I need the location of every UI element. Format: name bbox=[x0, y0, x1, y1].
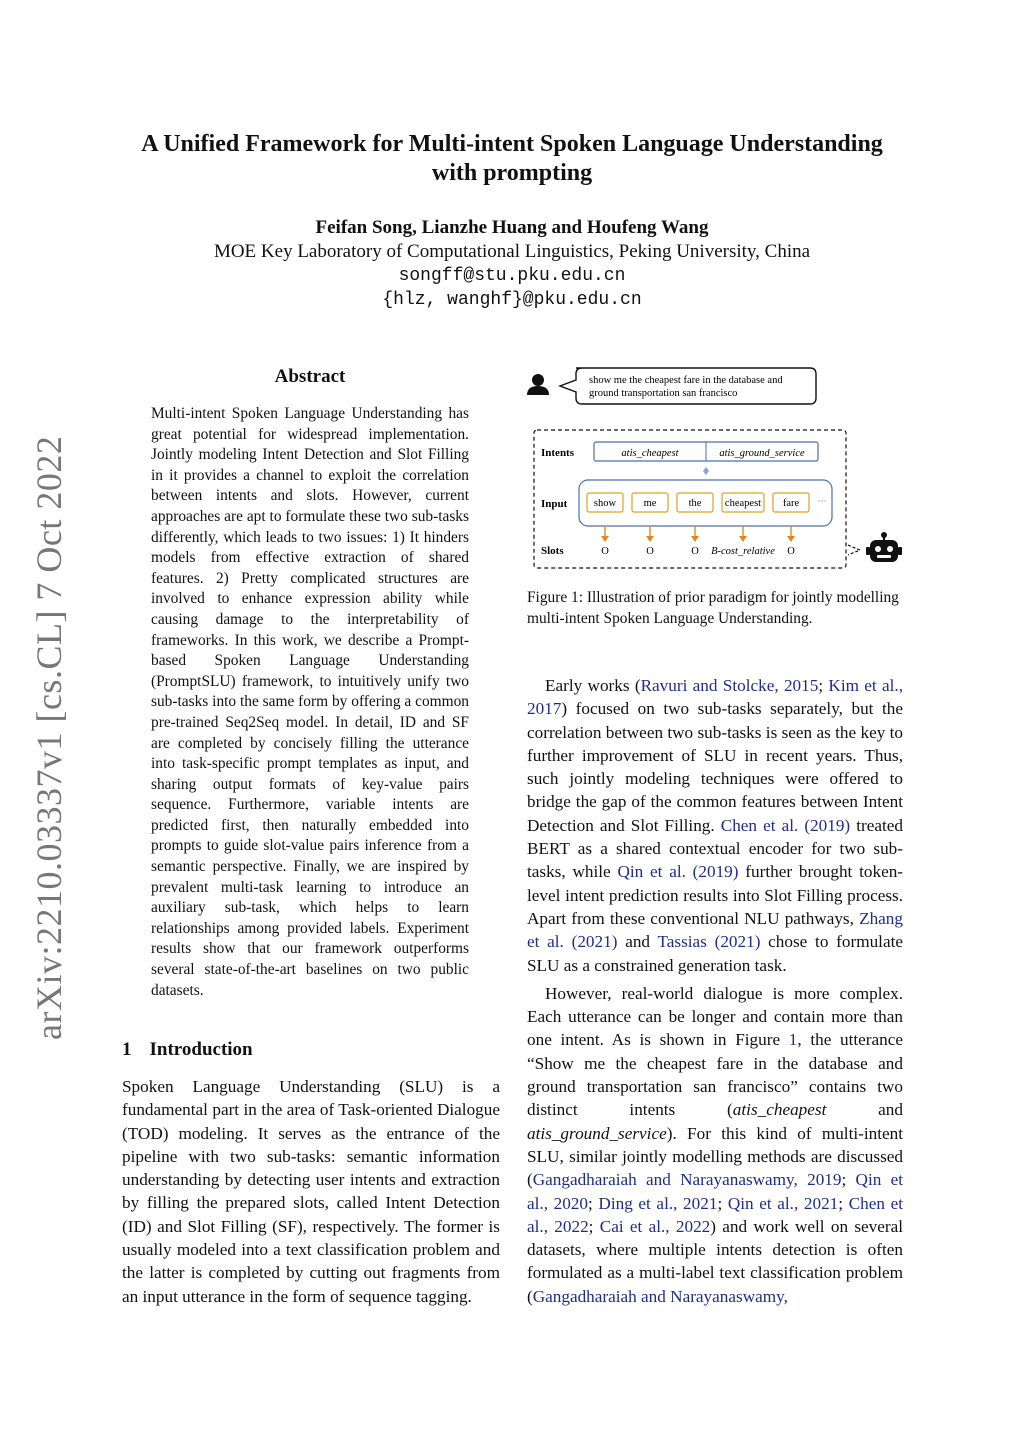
slot-arrows bbox=[601, 526, 795, 542]
text-run: However, real-world dialogue is more complex. Each utterance can be longer and contain more than one intent. As is shown in Figure bbox=[527, 983, 903, 1050]
citation-link[interactable]: Gangadharaiah and Narayanaswamy, 2019 bbox=[532, 1170, 842, 1190]
abstract-heading: Abstract bbox=[274, 366, 346, 387]
citation-link[interactable]: Chen et al. (2019) bbox=[720, 815, 851, 835]
intent-1: atis_cheapest bbox=[621, 448, 679, 459]
citation-link[interactable]: Zhang et al. (2021) bbox=[527, 908, 903, 952]
token-label: cheapest bbox=[724, 498, 762, 509]
slot-tag: O bbox=[646, 546, 654, 557]
text-run: , the utterance “Show me the cheapest fare in the database and ground transportation san francisco” contains two distinct intents ( bbox=[527, 1030, 903, 1120]
title-line-2: with prompting bbox=[431, 160, 593, 186]
slot-tag: O bbox=[601, 546, 609, 557]
citation-link[interactable]: Qin et al., 2020 bbox=[527, 1170, 904, 1213]
token-label: fare bbox=[782, 498, 800, 509]
text-run: further brought token-level intent prediction results into Slot Filling process. Apart from these conventional NLU pathways, bbox=[527, 862, 904, 928]
text-run: ; bbox=[841, 1170, 856, 1190]
citation-link[interactable]: Ding et al., 2021 bbox=[598, 1193, 718, 1213]
text-run: ; bbox=[717, 1193, 728, 1213]
arxiv-stamp: arXiv:2210.03337v1 [cs.CL] 7 Oct 2022 bbox=[29, 435, 69, 1040]
token-fare bbox=[773, 493, 809, 512]
text-run: treated BERT as a shared contextual encoder for two sub-tasks, while bbox=[527, 815, 903, 882]
email-1[interactable]: songff@stu.pku.edu.cn bbox=[398, 266, 626, 286]
token-ellipsis: ··· bbox=[817, 496, 827, 506]
paragraph-early-works bbox=[527, 674, 903, 977]
intent-connector bbox=[703, 467, 709, 475]
slot-tag: O bbox=[787, 546, 795, 557]
utterance-line-2: ground transportation san francisco bbox=[589, 388, 738, 399]
utterance-line-1: show me the cheapest fare in the database and bbox=[589, 375, 783, 386]
intro-paragraph: Spoken Language Understanding (SLU) is a fundamental part in the area of Task-oriented Dialogue (TOD) modeling. It serves as the entrance of the pipeline with two sub-tasks: semantic information understanding by detecting user intents and extraction by filling the prepared slots, called Intent Detection (ID) and Slot Filling (SF), respectively. The former is usually modeled into a text classification problem and the latter is completed by cutting out fragments from an input utterance in the form of sequence tagging. bbox=[122, 1077, 500, 1306]
text-run: and bbox=[617, 932, 658, 952]
token-label: me bbox=[643, 498, 657, 509]
affiliation: MOE Key Laboratory of Computational Linguistics, Peking University, China bbox=[213, 241, 811, 262]
right-column bbox=[527, 674, 903, 1313]
slot-tag: O bbox=[691, 546, 699, 557]
citation-link[interactable]: Qin et al. (2019) bbox=[617, 862, 739, 882]
section-heading bbox=[122, 1039, 271, 1061]
token-label: show bbox=[593, 498, 617, 509]
token-cheapest bbox=[722, 493, 764, 512]
title-line-1: A Unified Framework for Multi-intent Spoken Language Understanding bbox=[141, 131, 883, 157]
intent-2: atis_ground_service bbox=[719, 448, 805, 459]
text-run: ) focused on two sub-tasks separately, but the correlation between two sub-tasks is seen as the key to further improvement of SLU in recent years. Thus, such jointly modeling techniques were offered to bridge the gap of the common features between Intent Detection and Slot Filling. bbox=[527, 699, 903, 835]
figure-1 bbox=[524, 362, 914, 582]
figure-ref-link[interactable]: 1 bbox=[788, 1030, 798, 1050]
intent-name: atis_ground_service bbox=[527, 1123, 667, 1143]
text-run: chose to formulate SLU as a constrained generation task. bbox=[527, 932, 903, 975]
text-run: ) and work well on several datasets, where multiple intents detection is often formulated as a multi-label text classification problem ( bbox=[527, 1216, 904, 1306]
intro-column bbox=[122, 1075, 500, 1308]
model-arrow bbox=[848, 545, 860, 555]
row-label-input: Input bbox=[541, 498, 568, 510]
token-me bbox=[632, 493, 668, 512]
paragraph-multi-intent bbox=[527, 982, 903, 1308]
abstract-text: Multi-intent Spoken Language Understanding has great potential for widespread implementation. Jointly modeling Intent Detection and Slot Filling in it provides a channel to exploit the correlation between intents and slots. However, current approaches are apt to formulate these two sub-tasks differently, which leads to two issues: 1) It hinders models from effective extraction of shared features. 2) Pretty complicated structures are involved to enhance expression ability while causing damage to the interpretability of frameworks. In this work, we describe a Prompt-based Spoken Language Understanding (PromptSLU) framework, to intuitively unify two sub-tasks into the same form by offering a common pre-trained Seq2Seq model. In detail, ID and SF are completed by concisely filling the utterance into task-specific prompt templates as input, and sharing output formats of key-value pairs sequence. Furthermore, variable intents are predicted first, then naturally embedded into prompts to guide slot-value pairs inference from a semantic perspective. Finally, we are inspired by prevalent multi-task learning to introduce an auxiliary sub-task, which helps to learn relationships among provided labels. Experiment results show that our framework outperforms several state-of-the-art baselines on two public datasets. bbox=[151, 405, 469, 999]
authors: Feifan Song, Lianzhe Huang and Houfeng Wang bbox=[315, 217, 709, 238]
email-2[interactable]: {hlz, wanghf}@pku.edu.cn bbox=[382, 290, 642, 310]
text-run: ; bbox=[818, 676, 829, 695]
citation-link[interactable]: Cai et al., 2022 bbox=[599, 1216, 711, 1236]
citation-link[interactable]: Ravuri and Stolcke, 2015 bbox=[640, 676, 819, 695]
text-run: and bbox=[826, 1100, 903, 1120]
text-run: ; bbox=[838, 1193, 849, 1213]
section-number: 1 bbox=[122, 1039, 132, 1060]
intent-name: atis_cheapest bbox=[732, 1100, 827, 1120]
section-title: Introduction bbox=[149, 1039, 253, 1060]
token-label: the bbox=[688, 498, 702, 509]
figure-caption: Figure 1: Illustration of prior paradigm for jointly modelling multi-intent Spoken Language Understanding. bbox=[527, 589, 899, 627]
text-run: ). For this kind of multi-intent SLU, similar jointly modelling methods are discussed ( bbox=[527, 1123, 903, 1190]
citation-link[interactable]: Qin et al., 2021 bbox=[727, 1193, 839, 1213]
token-the bbox=[677, 493, 713, 512]
citation-link[interactable]: Kim et al., 2017 bbox=[527, 676, 903, 719]
slot-tag: B-cost_relative bbox=[711, 546, 775, 557]
row-label-slots: Slots bbox=[541, 545, 564, 557]
text-run: ; bbox=[588, 1193, 599, 1213]
citation-link[interactable]: Gangadharaiah and Narayanaswamy, bbox=[532, 1286, 788, 1306]
text-run: Early works ( bbox=[545, 676, 641, 695]
row-label-intents: Intents bbox=[541, 447, 575, 459]
user-icon bbox=[527, 374, 549, 395]
token-show bbox=[587, 493, 623, 512]
paper-title bbox=[100, 130, 924, 188]
citation-link[interactable]: Tassias (2021) bbox=[657, 932, 761, 952]
text-run: ; bbox=[588, 1216, 600, 1236]
robot-icon bbox=[866, 532, 902, 562]
citation-link[interactable]: Chen et al., 2022 bbox=[527, 1193, 903, 1236]
